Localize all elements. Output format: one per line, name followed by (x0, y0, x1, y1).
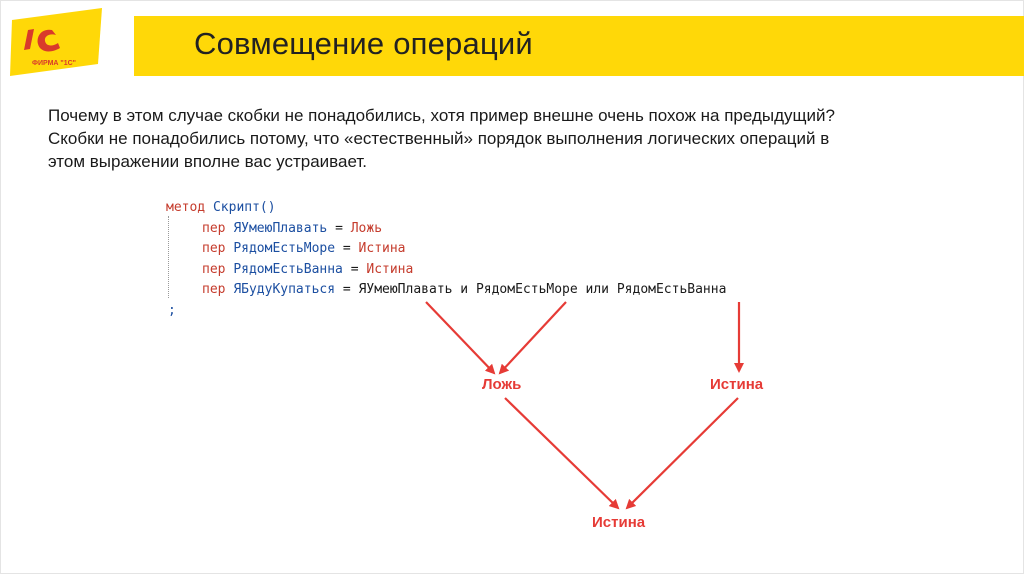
keyword-var: пер (202, 220, 226, 236)
code-block (166, 198, 826, 322)
code-line-end: ; (168, 302, 176, 318)
code-line-method (166, 198, 276, 219)
arrow-right-to-final (627, 398, 738, 508)
assign-op: = (350, 261, 359, 277)
logo-caption: ФИРМА "1С" (32, 60, 76, 67)
paragraph-line-2: Скобки не понадобились потому, что «естественный» порядок выполнения логических операций в (48, 129, 830, 148)
code-line-4 (202, 280, 726, 301)
assign-op: = (335, 220, 343, 236)
arrow-and-to-final (505, 398, 618, 508)
operand-a: ЯУмеюПлавать (358, 282, 453, 297)
operand-c: РядомЕстьВанна (616, 282, 727, 297)
assign-op: = (342, 282, 351, 297)
var-name: ЯБудуКупаться (233, 282, 336, 297)
keyword-method: метод (166, 200, 206, 215)
var-name: ЯУмеюПлавать (233, 220, 328, 236)
code-line-2 (202, 239, 406, 260)
final-result-label: Истина (592, 514, 646, 531)
and-result-label: Ложь (482, 376, 522, 393)
code-line-3 (202, 260, 413, 281)
keyword-var: пер (202, 282, 226, 297)
var-name: РядомЕстьМоре (233, 241, 336, 256)
keyword-or: или (585, 282, 610, 297)
keyword-and: и (460, 282, 469, 297)
paragraph-line-1: Почему в этом случае скобки не понадобились, хотя пример внешне очень похож на предыдущий? (48, 106, 835, 125)
paragraph-line-3: этом выражении вполне вас устраивает. (48, 152, 367, 171)
right-value-label: Истина (710, 376, 764, 393)
value-literal: Ложь (350, 220, 383, 236)
keyword-var: пер (202, 261, 226, 277)
code-indent-guide (168, 216, 169, 298)
method-name: Скрипт() (212, 200, 276, 215)
code-line-1 (202, 219, 382, 240)
1c-logo (6, 6, 106, 80)
body-paragraph (48, 104, 988, 173)
operand-b: РядомЕстьМоре (475, 282, 578, 297)
assign-op: = (342, 241, 351, 256)
value-literal: Истина (358, 241, 406, 256)
page-title: Совмещение операций (194, 26, 533, 61)
var-name: РядомЕстьВанна (233, 261, 343, 277)
keyword-var: пер (202, 241, 226, 256)
value-literal: Истина (366, 261, 414, 277)
